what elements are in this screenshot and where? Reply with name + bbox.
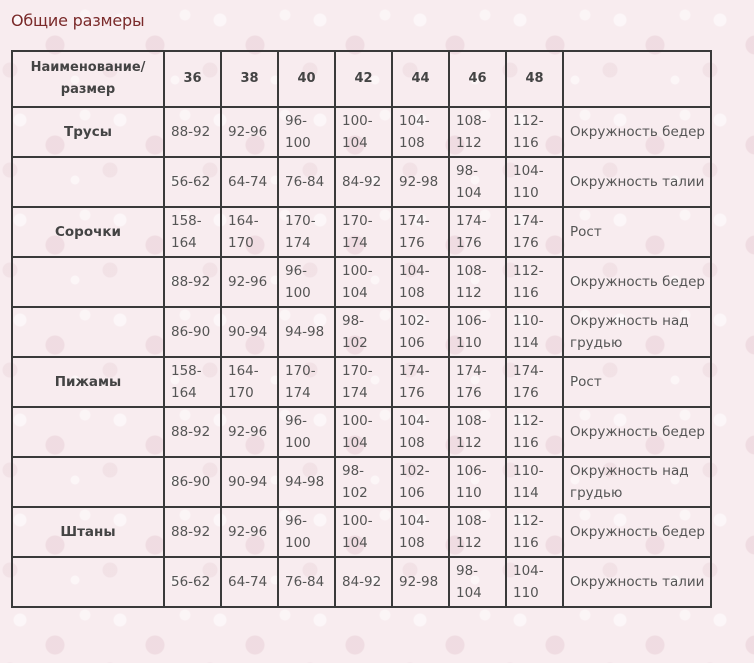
- size-value-cell: 174-176: [506, 357, 563, 407]
- header-measure-cell: [563, 51, 711, 107]
- header-size-cell: 42: [335, 51, 392, 107]
- size-value-cell: 96-100: [278, 257, 335, 307]
- page-title: Общие размеры: [11, 11, 145, 30]
- size-value-cell: 94-98: [278, 457, 335, 507]
- size-value-cell: 84-92: [335, 157, 392, 207]
- product-name-cell: [12, 257, 164, 307]
- size-value-cell: 100-104: [335, 407, 392, 457]
- size-value-cell: 86-90: [164, 307, 221, 357]
- size-value-cell: 104-108: [392, 507, 449, 557]
- size-value-cell: 56-62: [164, 157, 221, 207]
- size-value-cell: 108-112: [449, 507, 506, 557]
- size-value-cell: 92-96: [221, 257, 278, 307]
- measurement-cell: Окружность бедер: [563, 507, 711, 557]
- size-value-cell: 158-164: [164, 357, 221, 407]
- size-value-cell: 64-74: [221, 157, 278, 207]
- size-value-cell: 112-116: [506, 257, 563, 307]
- size-value-cell: 96-100: [278, 507, 335, 557]
- size-value-cell: 164-170: [221, 357, 278, 407]
- product-name-cell: Штаны: [12, 507, 164, 557]
- size-value-cell: 64-74: [221, 557, 278, 607]
- table-row: [12, 307, 711, 357]
- size-value-cell: 108-112: [449, 257, 506, 307]
- size-value-cell: 106-110: [449, 457, 506, 507]
- measurement-cell: Окружность бедер: [563, 407, 711, 457]
- header-size-cell: 46: [449, 51, 506, 107]
- header-size-cell: 40: [278, 51, 335, 107]
- size-value-cell: 94-98: [278, 307, 335, 357]
- header-size-cell: 48: [506, 51, 563, 107]
- size-value-cell: 88-92: [164, 257, 221, 307]
- table-row: [12, 557, 711, 607]
- product-name-cell: [12, 457, 164, 507]
- size-value-cell: 96-100: [278, 407, 335, 457]
- size-value-cell: 112-116: [506, 507, 563, 557]
- size-value-cell: 174-176: [449, 357, 506, 407]
- measurement-cell: Рост: [563, 207, 711, 257]
- size-value-cell: 112-116: [506, 407, 563, 457]
- product-name-cell: [12, 157, 164, 207]
- size-value-cell: 170-174: [278, 207, 335, 257]
- size-value-cell: 88-92: [164, 507, 221, 557]
- size-value-cell: 108-112: [449, 107, 506, 157]
- size-value-cell: 56-62: [164, 557, 221, 607]
- size-value-cell: 92-96: [221, 507, 278, 557]
- table-row: [12, 457, 711, 507]
- table-row: [12, 507, 711, 557]
- product-name-cell: [12, 557, 164, 607]
- table-row: [12, 257, 711, 307]
- size-value-cell: 112-116: [506, 107, 563, 157]
- size-value-cell: 100-104: [335, 257, 392, 307]
- size-value-cell: 108-112: [449, 407, 506, 457]
- size-value-cell: 90-94: [221, 307, 278, 357]
- size-value-cell: 92-96: [221, 107, 278, 157]
- size-value-cell: 98-104: [449, 557, 506, 607]
- size-value-cell: 102-106: [392, 307, 449, 357]
- measurement-cell: Окружность талии: [563, 157, 711, 207]
- size-value-cell: 110-114: [506, 307, 563, 357]
- size-value-cell: 174-176: [506, 207, 563, 257]
- product-name-cell: [12, 407, 164, 457]
- product-name-cell: Сорочки: [12, 207, 164, 257]
- size-value-cell: 92-98: [392, 157, 449, 207]
- header-size-cell: 36: [164, 51, 221, 107]
- size-value-cell: 98-104: [449, 157, 506, 207]
- size-value-cell: 104-110: [506, 557, 563, 607]
- size-value-cell: 92-98: [392, 557, 449, 607]
- measurement-cell: Окружность бедер: [563, 107, 711, 157]
- size-value-cell: 98-102: [335, 307, 392, 357]
- measurement-cell: Окружность над грудью: [563, 457, 711, 507]
- size-value-cell: 110-114: [506, 457, 563, 507]
- size-value-cell: 96-100: [278, 107, 335, 157]
- size-value-cell: 106-110: [449, 307, 506, 357]
- size-value-cell: 104-108: [392, 257, 449, 307]
- size-value-cell: 88-92: [164, 407, 221, 457]
- table-row: [12, 157, 711, 207]
- size-value-cell: 76-84: [278, 557, 335, 607]
- size-value-cell: 170-174: [335, 207, 392, 257]
- sizes-table: [11, 50, 712, 608]
- size-value-cell: 174-176: [392, 357, 449, 407]
- size-value-cell: 100-104: [335, 107, 392, 157]
- measurement-cell: Рост: [563, 357, 711, 407]
- size-value-cell: 174-176: [449, 207, 506, 257]
- size-value-cell: 104-108: [392, 107, 449, 157]
- product-name-cell: Пижамы: [12, 357, 164, 407]
- size-value-cell: 104-110: [506, 157, 563, 207]
- size-value-cell: 158-164: [164, 207, 221, 257]
- table-row: [12, 107, 711, 157]
- size-value-cell: 90-94: [221, 457, 278, 507]
- table-header-row: [12, 51, 711, 107]
- header-size-cell: 44: [392, 51, 449, 107]
- size-value-cell: 174-176: [392, 207, 449, 257]
- size-value-cell: 100-104: [335, 507, 392, 557]
- size-value-cell: 104-108: [392, 407, 449, 457]
- product-name-cell: [12, 307, 164, 357]
- size-value-cell: 92-96: [221, 407, 278, 457]
- measurement-cell: Окружность над грудью: [563, 307, 711, 357]
- size-value-cell: 84-92: [335, 557, 392, 607]
- table-row: [12, 207, 711, 257]
- size-value-cell: 170-174: [335, 357, 392, 407]
- header-name-cell: Наименование/ размер: [12, 51, 164, 107]
- size-value-cell: 170-174: [278, 357, 335, 407]
- size-value-cell: 76-84: [278, 157, 335, 207]
- header-size-cell: 38: [221, 51, 278, 107]
- table-row: [12, 407, 711, 457]
- size-value-cell: 86-90: [164, 457, 221, 507]
- table-row: [12, 357, 711, 407]
- size-value-cell: 164-170: [221, 207, 278, 257]
- size-value-cell: 88-92: [164, 107, 221, 157]
- measurement-cell: Окружность талии: [563, 557, 711, 607]
- size-value-cell: 102-106: [392, 457, 449, 507]
- size-value-cell: 98-102: [335, 457, 392, 507]
- measurement-cell: Окружность бедер: [563, 257, 711, 307]
- product-name-cell: Трусы: [12, 107, 164, 157]
